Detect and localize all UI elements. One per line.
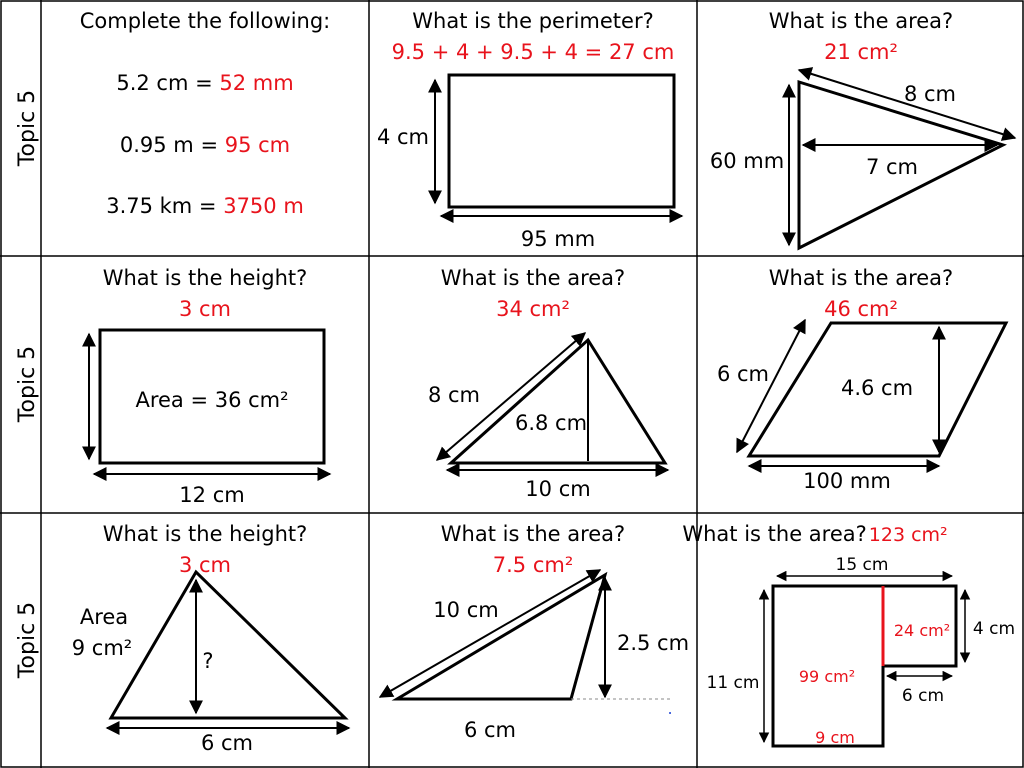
conversion-question: 5.2 cm = <box>116 71 220 95</box>
inner-label: Area = 36 cm² <box>135 388 289 412</box>
cell-parallelogram <box>717 266 1006 493</box>
cell-obtuse-triangle <box>380 522 689 742</box>
answer: 9.5 + 4 + 9.5 + 4 = 27 cm <box>391 40 675 64</box>
conversion-3 <box>106 194 304 218</box>
bottom-label: 9 cm <box>815 728 855 747</box>
height-label: 4.6 cm <box>840 376 914 400</box>
slant-label: 8 cm <box>903 82 957 106</box>
bottom-label: 12 cm <box>179 483 245 507</box>
conversion-answer: 52 mm <box>219 71 294 95</box>
slant-label: 6 cm <box>716 362 770 386</box>
conversion-1 <box>116 71 293 95</box>
cell-perimeter <box>377 9 682 251</box>
cell-title: What is the perimeter? <box>412 9 654 33</box>
conversion-answer: 95 cm <box>224 133 291 157</box>
answer: 21 cm² <box>824 40 898 64</box>
topic-label-row1: Topic 5 <box>15 89 40 167</box>
stray-dot: . <box>667 699 673 718</box>
bottom-label: 95 mm <box>520 227 596 251</box>
l-shape <box>773 586 956 746</box>
slant-label: 10 cm <box>433 598 499 622</box>
top-label: 15 cm <box>835 555 889 575</box>
cell-triangle-area <box>710 9 1015 248</box>
cell-triangle-height <box>72 522 349 755</box>
cell-title: What is the area? <box>768 266 954 290</box>
cell-title: Complete the following: <box>79 9 331 33</box>
height-label: 2.5 cm <box>616 631 690 655</box>
height-label: 60 mm <box>709 149 785 173</box>
cell-title: What is the area? <box>440 522 626 546</box>
area-value: 9 cm² <box>71 636 133 660</box>
base-label: 6 cm <box>200 731 254 755</box>
height-label: 6.8 cm <box>514 411 588 435</box>
cell-title: What is the height? <box>102 266 308 290</box>
cell-compound-shape <box>682 522 1015 747</box>
cell-triangle-area-2 <box>428 266 668 501</box>
conversion-question: 0.95 m = <box>119 133 225 157</box>
answer: 46 cm² <box>824 297 898 321</box>
step-label: 6 cm <box>901 686 945 706</box>
base-label: 6 cm <box>463 718 517 742</box>
rectangle-shape <box>449 75 674 207</box>
triangle-shape <box>451 340 665 463</box>
unknown-height: ? <box>202 649 214 673</box>
topic-label-row2: Topic 5 <box>15 345 40 423</box>
title-text: What is the area? <box>682 522 867 546</box>
area-label: Area <box>79 605 129 629</box>
slant-arrow <box>737 320 805 452</box>
topic-label-row3: Topic 5 <box>15 601 40 679</box>
conversion-question: 3.75 km = <box>106 194 224 218</box>
cell-rectangle-height <box>89 266 330 507</box>
area-b-label: 99 cm² <box>798 667 856 686</box>
cell-title: What is the height? <box>102 522 308 546</box>
side-label: 4 cm <box>376 125 430 149</box>
base-label: 100 mm <box>803 469 891 493</box>
base-label: 7 cm <box>865 155 919 179</box>
cell-conversions <box>80 9 331 218</box>
cell-title <box>682 522 947 546</box>
answer: 123 cm² <box>868 524 948 546</box>
cell-title: What is the area? <box>768 9 954 33</box>
answer: 3 cm <box>178 553 232 577</box>
cell-title: What is the area? <box>440 266 626 290</box>
triangle-shape <box>397 575 605 699</box>
area-a-label: 24 cm² <box>893 621 951 640</box>
answer: 34 cm² <box>496 297 570 321</box>
conversion-answer: 3750 m <box>223 194 304 218</box>
answer: 7.5 cm² <box>492 553 574 577</box>
base-label: 10 cm <box>525 477 591 501</box>
triangle-shape <box>111 572 345 718</box>
slant-arrow <box>380 570 600 697</box>
left-label: 11 cm <box>706 673 760 693</box>
answer: 3 cm <box>178 297 232 321</box>
conversion-2 <box>120 133 290 157</box>
right-label: 4 cm <box>972 619 1016 639</box>
slant-label: 8 cm <box>427 383 481 407</box>
